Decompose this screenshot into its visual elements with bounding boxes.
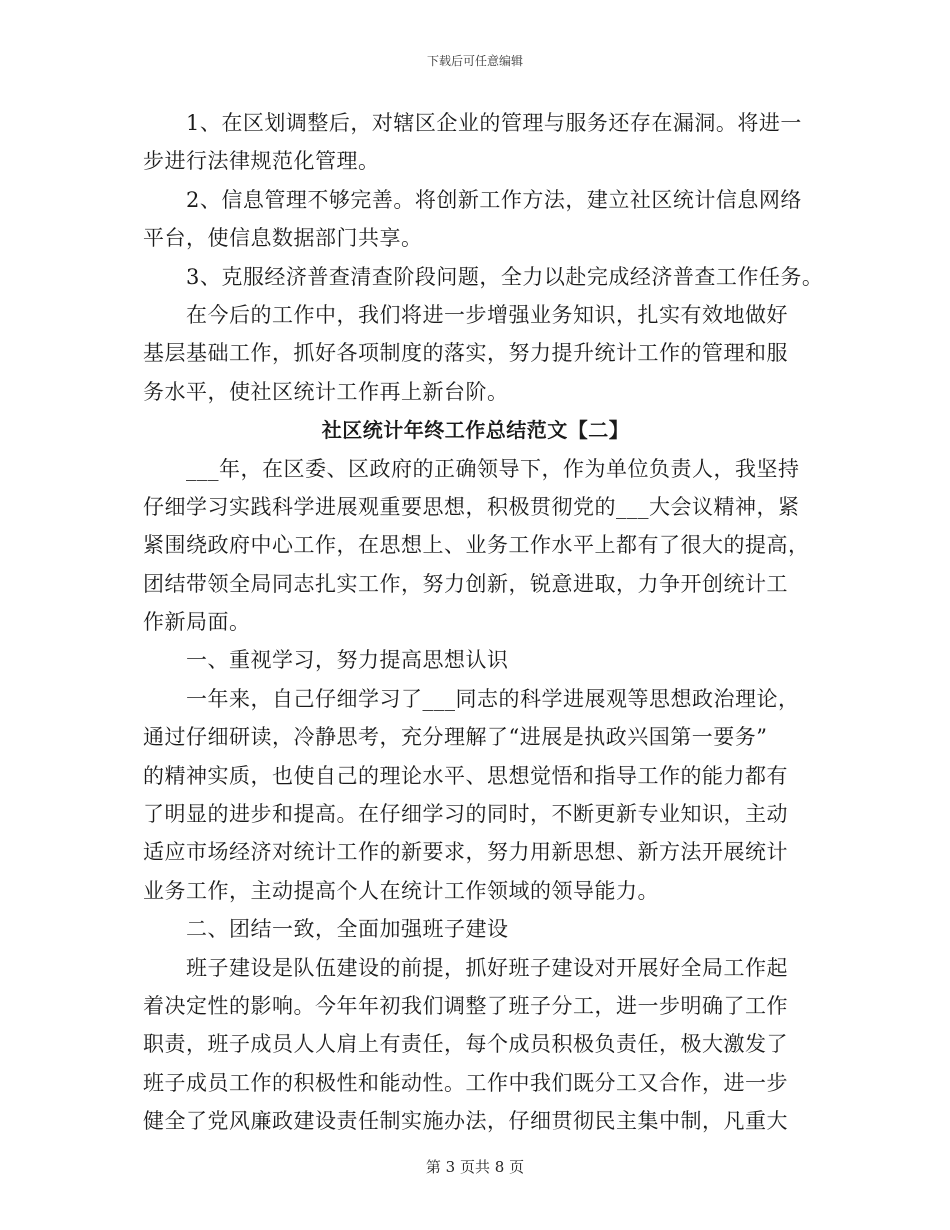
paragraph-line: 一年来，自己仔细学习了___同志的科学进展观等思想政治理论， [186,686,800,711]
paragraph-line: 步进行法律规范化管理。 [143,149,380,174]
header-note: 下载后可任意编辑 [426,54,523,68]
paragraph-line: 仔细学习实践科学进展观重要思想，积极贯彻党的___大会议精神，紧 [143,494,800,519]
paragraph-line: 健全了党风廉政建设责任制实施办法，仔细贯彻民主集中制，凡重大 [143,1109,788,1134]
paragraph-line: 在今后的工作中，我们将进一步增强业务知识，扎实有效地做好 [186,302,788,327]
page-footer: 第 3 页共 8 页 [425,1158,525,1176]
paragraph-line: ___年，在区委、区政府的正确领导下，作为单位负责人，我坚持 [186,456,800,481]
paragraph-line: 务水平，使社区统计工作再上新台阶。 [143,379,509,404]
paragraph-line: 2、信息管理不够完善。将创新工作方法，建立社区统计信息网络 [186,187,802,212]
paragraph-line: 适应市场经济对统计工作的新要求，努力用新思想、新方法开展统计 [143,840,788,865]
paragraph-line: 业务工作，主动提高个人在统计工作领域的领导能力。 [143,878,659,903]
paragraph-line: 紧围绕政府中心工作，在思想上、业务工作水平上都有了很大的提高， [143,533,810,558]
paragraph-line: 了明显的进步和提高。在仔细学习的同时，不断更新专业知识，主动 [143,802,788,827]
subheading-2: 二、团结一致，全面加强班子建设 [186,917,509,942]
paragraph-line: 作新局面。 [143,610,251,635]
paragraph-line: 平台，使信息数据部门共享。 [143,226,423,251]
paragraph-line: 的精神实质，也使自己的理论水平、思想觉悟和指导工作的能力都有 [143,763,788,788]
paragraph-line: 基层基础工作，抓好各项制度的落实，努力提升统计工作的管理和服 [143,341,788,366]
paragraph-line: 职责，班子成员人人肩上有责任，每个成员积极负责任，极大激发了 [143,1032,788,1057]
paragraph-line: 3、克服经济普查清查阶段问题，全力以赴完成经济普查工作任务。 [186,264,824,289]
paragraph-line: 1、在区划调整后，对辖区企业的管理与服务还存在漏洞。将进一 [186,111,802,135]
paragraph-line: 班子建设是队伍建设的前提，抓好班子建设对开展好全局工作起 [186,955,788,980]
subheading-1: 一、重视学习，努力提高思想认识 [186,648,509,673]
paragraph-line: 团结带领全局同志扎实工作，努力创新，锐意进取，力争开创统计工 [143,571,788,596]
paragraph-line: 着决定性的影响。今年年初我们调整了班子分工，进一步明确了工作 [143,993,788,1018]
section-title: 社区统计年终工作总结范文【二】 [321,418,630,443]
paragraph-line: 班子成员工作的积极性和能动性。工作中我们既分工又合作，进一步 [143,1070,788,1095]
paragraph-line: 通过仔细研读，冷静思考，充分理解了“进展是执政兴国第一要务” [143,725,768,750]
document-body [143,104,824,1141]
